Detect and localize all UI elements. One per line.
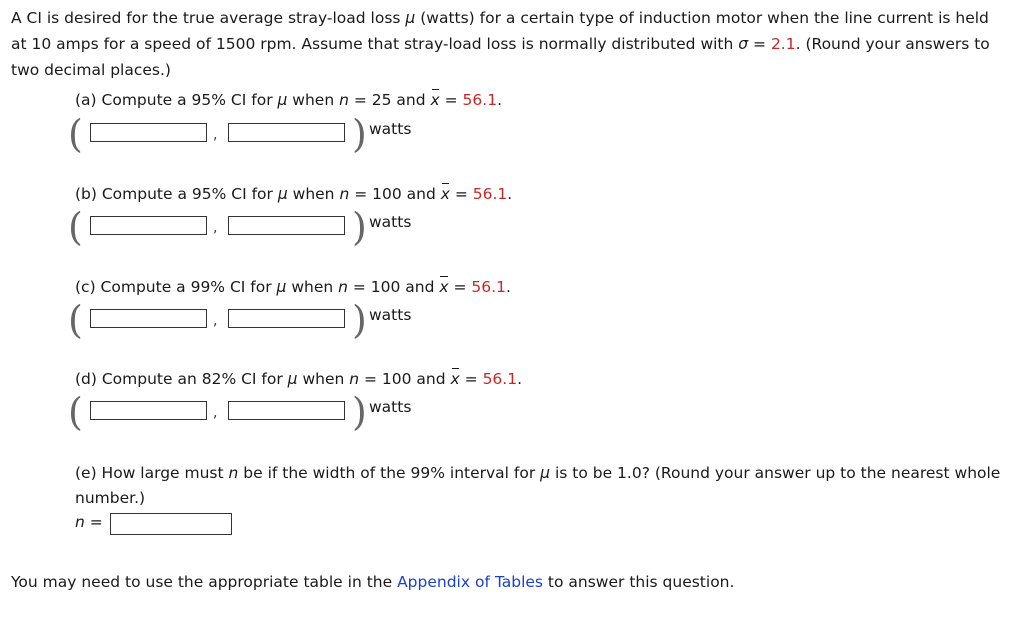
part-d-prefix: (d) Compute an 82% CI for [75, 370, 288, 388]
part-c-period: . [505, 278, 511, 296]
mu-symbol: μ [277, 185, 288, 203]
intro-text-1: A CI is desired for the true average stray-load loss [11, 9, 406, 27]
part-b-period: . [507, 185, 513, 203]
x-bar-symbol: x [450, 370, 460, 388]
part-c-equals: = [448, 278, 472, 296]
part-a-question [75, 91, 502, 109]
open-paren: ( [68, 205, 83, 249]
part-a-lower-input[interactable] [90, 123, 207, 142]
mu-symbol: μ [277, 91, 288, 109]
mu-symbol: μ [405, 9, 416, 27]
open-paren: ( [68, 298, 83, 342]
comma: , [213, 220, 218, 236]
part-d-n-value: = 100 and [359, 370, 451, 388]
mu-symbol: μ [540, 464, 551, 482]
part-e-text-3: is to be 1.0? (Round your answer up to the nearest whole number.) [75, 464, 1001, 507]
open-paren: ( [68, 390, 83, 434]
part-b-n-value: = 100 and [349, 185, 441, 203]
part-c-prefix: (c) Compute a 99% CI for [75, 278, 277, 296]
part-b-equals: = [449, 185, 473, 203]
n-label: n [75, 513, 85, 531]
open-paren: ( [68, 112, 83, 156]
part-d-xbar-value: 56.1 [482, 370, 518, 388]
part-d-upper-input[interactable] [228, 401, 345, 420]
intro-text-3: . (Round your answers to two decimal places.) [11, 35, 990, 79]
comma: , [213, 313, 218, 329]
sigma-value: 2.1 [770, 35, 796, 53]
mu-symbol: μ [276, 278, 287, 296]
problem-statement [11, 5, 1001, 83]
part-a-period: . [497, 91, 502, 109]
x-bar-symbol: x [439, 278, 449, 296]
intro-equals: = [748, 35, 771, 53]
part-b-question [75, 185, 512, 203]
comma: , [213, 127, 218, 143]
part-a-prefix: (a) Compute a 95% CI for [75, 91, 278, 109]
part-e-text-2: be if the width of the 99% interval for [238, 464, 541, 482]
part-c-upper-input[interactable] [228, 309, 345, 328]
close-paren: ) [352, 112, 367, 156]
part-c-xbar-value: 56.1 [471, 278, 506, 296]
part-d-when: when [297, 370, 350, 388]
part-d-period: . [517, 370, 523, 388]
part-d-unit: watts [369, 398, 412, 416]
n-symbol: n [339, 185, 350, 203]
part-e-question [75, 461, 1005, 511]
part-b-unit: watts [369, 213, 412, 231]
n-equals: = [84, 513, 103, 531]
part-d-question [75, 370, 522, 388]
part-c-n-value: = 100 and [347, 278, 440, 296]
part-c-lower-input[interactable] [90, 309, 207, 328]
part-c-question [75, 278, 511, 296]
part-a-when: when [287, 91, 340, 109]
footer-text-2: to answer this question. [543, 573, 735, 591]
comma: , [213, 405, 218, 421]
part-e-text-1: (e) How large must [75, 464, 229, 482]
part-c-when: when [286, 278, 339, 296]
part-b-prefix: (b) Compute a 95% CI for [75, 185, 278, 203]
footer-note [11, 573, 734, 591]
part-b-when: when [287, 185, 340, 203]
x-bar-symbol: x [430, 91, 440, 109]
part-a-unit: watts [369, 120, 412, 138]
footer-text-1: You may need to use the appropriate table in the [11, 573, 398, 591]
n-symbol: n [338, 278, 348, 296]
part-a-xbar-value: 56.1 [462, 91, 498, 109]
sigma-symbol: σ [738, 35, 749, 53]
part-d-lower-input[interactable] [90, 401, 207, 420]
part-a-n-value: = 25 and [348, 91, 431, 109]
n-symbol: n [228, 464, 239, 482]
part-a-equals: = [439, 91, 463, 109]
part-e-n-input[interactable] [110, 513, 232, 535]
n-symbol: n [349, 370, 360, 388]
part-c-unit: watts [369, 306, 412, 324]
intro-text-2: (watts) for a certain type of induction motor when the line current is held at 10 amps for a speed of 1500 rpm. Assume that stray-load loss is normally distributed with [11, 9, 989, 53]
part-b-upper-input[interactable] [228, 216, 345, 235]
part-e-answer-row [75, 513, 103, 531]
appendix-of-tables-link[interactable]: Appendix of Tables [397, 573, 543, 591]
part-d-equals: = [459, 370, 483, 388]
part-b-lower-input[interactable] [90, 216, 207, 235]
n-symbol: n [339, 91, 349, 109]
close-paren: ) [352, 390, 367, 434]
part-b-xbar-value: 56.1 [472, 185, 508, 203]
close-paren: ) [352, 205, 367, 249]
x-bar-symbol: x [440, 185, 450, 203]
part-a-upper-input[interactable] [228, 123, 345, 142]
close-paren: ) [352, 298, 367, 342]
mu-symbol: μ [287, 370, 298, 388]
